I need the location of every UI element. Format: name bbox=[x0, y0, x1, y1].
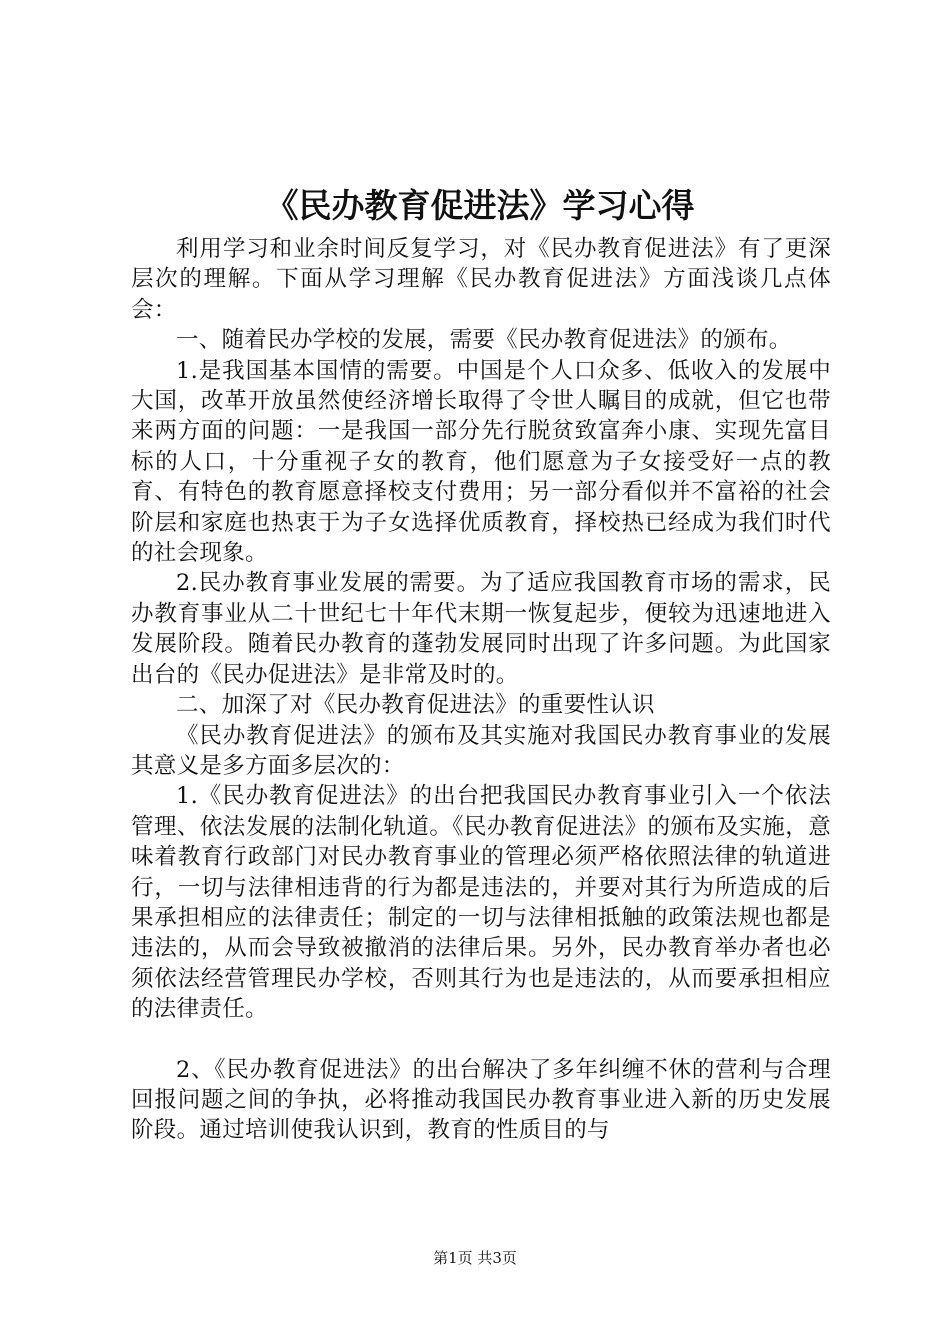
paragraph-point-2-2: 2、《民办教育促进法》的出台解决了多年纠缠不休的营利与合理回报问题之间的争执，必将推动我国民办教育事业进入新的历史发展阶段。通过培训使我认识到，教育的性质目的与 bbox=[131, 1056, 831, 1144]
document-title: 《民办教育促进法》学习心得 bbox=[265, 186, 695, 225]
paragraph-point-2-1: 1.《民办教育促进法》的出台把我国民办教育事业引入一个依法管理、依法发展的法制化轨道。《民办教育促进法》的颁布及实施，意味着教育行政部门对民办教育事业的管理必须严格依照法律的轨道进行，一切与法律相违背的行为都是违法的，并要对其行为所造成的后果承担相应的法律责任；制定的一切与法律相抵触的政策法规也都是违法的，从而会导致被撤消的法律后果。另外，民办教育举办者也必须依法经营管理民办学校，否则其行为也是违法的，从而要承担相应的法律责任。 bbox=[131, 783, 831, 1023]
section-heading-1: 一、随着民办学校的发展，需要《民办教育促进法》的颁布。 bbox=[176, 327, 792, 354]
section-heading-2: 二、加深了对《民办教育促进法》的重要性认识 bbox=[176, 692, 655, 719]
paragraph-spacer bbox=[131, 1025, 831, 1055]
page-footer: 第1页 共3页 bbox=[433, 1249, 517, 1267]
paragraph-point-1-2: 2.民办教育事业发展的需要。为了适应我国教育市场的需求，民办教育事业从二十世纪七十年代末期一恢复起步，便较为迅速地进入发展阶段。随着民办教育的蓬勃发展同时出现了许多问题。为此国家出台的《民办促进法》是非常及时的。 bbox=[131, 570, 831, 688]
paragraph-section-2-intro: 《民办教育促进法》的颁布及其实施对我国民办教育事业的发展其意义是多方面多层次的： bbox=[131, 722, 831, 779]
document-body bbox=[131, 234, 831, 1146]
paragraph-intro: 利用学习和业余时间反复学习，对《民办教育促进法》有了更深层次的理解。下面从学习理解《民办教育促进法》方面浅谈几点体会： bbox=[131, 236, 831, 323]
paragraph-point-1-1: 1.是我国基本国情的需要。中国是个人口众多、低收入的发展中大国，改革开放虽然使经济增长取得了令世人瞩目的成就，但它也带来两方面的问题：一是我国一部分先行脱贫致富奔小康、实现先富目标的人口，十分重视子女的教育，他们愿意为子女接受好一点的教育、有特色的教育愿意择校支付费用；另一部分看似并不富裕的社会阶层和家庭也热衷于为子女选择优质教育，择校热已经成为我们时代的社会现象。 bbox=[131, 357, 831, 567]
